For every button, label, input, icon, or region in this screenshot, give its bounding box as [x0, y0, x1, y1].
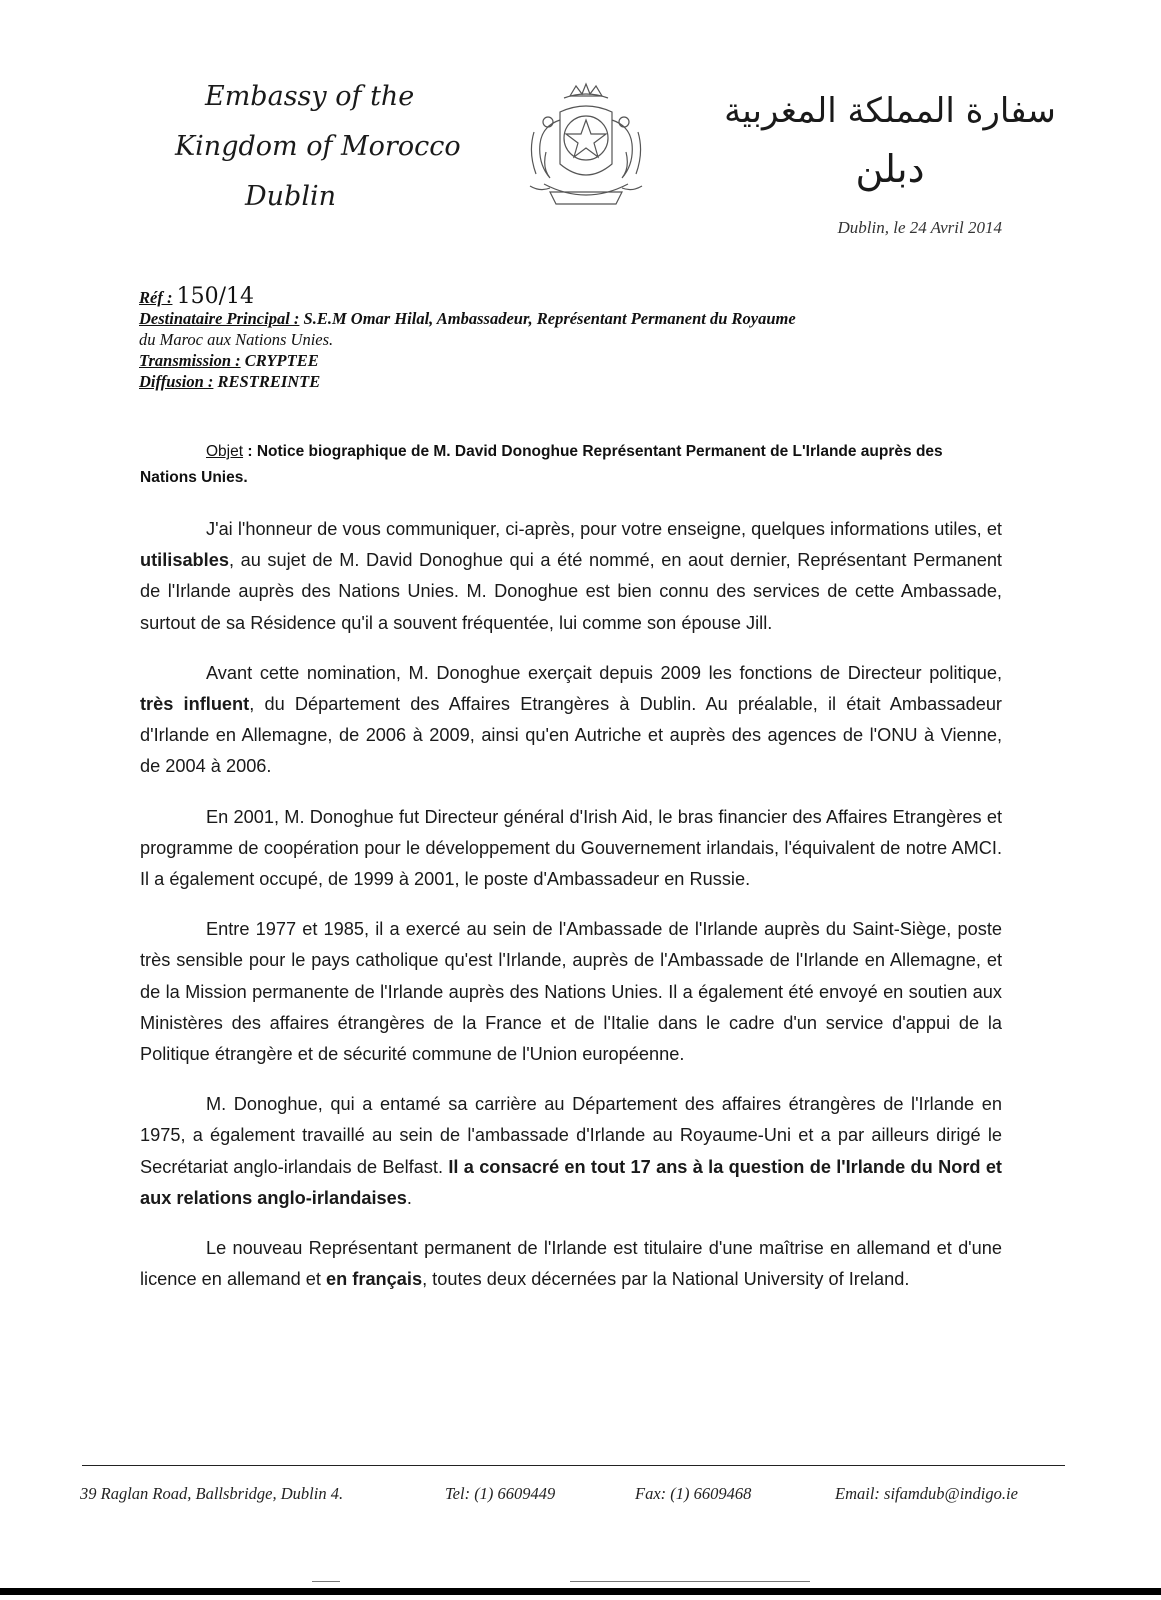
paragraph-5: [140, 1089, 1002, 1214]
embassy-name-ar-line-2: دبلن: [855, 147, 925, 191]
paragraph-2-emphasis: très influent: [140, 694, 250, 715]
diffusion-label: Diffusion :: [139, 372, 214, 391]
embassy-name-en: [175, 72, 461, 222]
footer: [80, 1484, 1070, 1508]
footer-email: Email: sifamdub@indigo.ie: [835, 1484, 1018, 1503]
paragraph-1: [140, 514, 1002, 639]
paragraph-5-text-c: .: [406, 1187, 412, 1208]
recipient-value: S.E.M Omar Hilal, Ambassadeur, Représentant Permanent du Royaume: [303, 309, 796, 328]
paragraph-2-text-c: , du Département des Affaires Etrangères à Dublin. Au préalable, il était Ambassadeur d'Irlande en Allemagne, de 2006 à 2009, ainsi qu'en Autriche et auprès des agences de l'ONU à Vienne, de 2004 à 2006.: [140, 694, 1002, 777]
paragraph-6-emphasis: en français: [326, 1269, 423, 1290]
letter-body: [140, 514, 1002, 1314]
embassy-name-line-3: Dublin: [245, 181, 336, 212]
embassy-name-ar-line-1: سفارة المملكة المغربية: [724, 91, 1056, 131]
diffusion-line: [139, 371, 1039, 392]
subject-line: [140, 439, 1002, 491]
paragraph-1-text-c: , au sujet de M. David Donoghue qui a été nommé, en aout dernier, Représentant Permanent de l'Irlande auprès des Nations Unies. M. Donoghue est bien connu des services de cette Ambassade, surtout de sa Résidence qu'il a souvent fréquentée, lui comme son épouse Jill.: [140, 550, 1002, 633]
subject-separator: :: [243, 443, 257, 460]
embassy-name-line-2: Kingdom of Morocco: [175, 131, 461, 162]
recipient-value-2: du Maroc aux Nations Unies.: [139, 330, 334, 349]
transmission-line: [139, 350, 1039, 371]
paragraph-6-text-c: , toutes deux décernées par la National University of Ireland.: [422, 1269, 910, 1290]
moroccan-coat-of-arms-icon: [520, 82, 652, 214]
reference-block: [139, 286, 1039, 392]
paragraph-6: [140, 1233, 1002, 1295]
recipient-line: [139, 308, 1039, 329]
scan-artifact: [312, 1581, 340, 1582]
letter-date: Dublin, le 24 Avril 2014: [837, 218, 1002, 237]
subject-text: Notice biographique de M. David Donoghue Représentant Permanent de L'Irlande auprès des Nations Unies.: [140, 443, 943, 486]
scan-edge-bar: [0, 1588, 1161, 1595]
recipient-line-2: [139, 329, 1039, 350]
reference-number: 150/14: [176, 284, 254, 309]
embassy-name-ar: [720, 82, 1060, 198]
paragraph-5-text-a: M. Donoghue, qui a entamé sa carrière au Département des affaires étrangères de l'Irlande en 1975, a également travaillé au sein de l'ambassade d'Irlande au Royaume-Uni et a par ailleurs dirigé le Secrétariat anglo-irlandais de Belfast.: [140, 1094, 1002, 1177]
paragraph-1-text-a: J'ai l'honneur de vous communiquer, ci-après, pour votre enseigne, quelques informations utiles, et: [206, 519, 1002, 539]
diffusion-value: RESTREINTE: [217, 372, 321, 391]
paragraph-4: Entre 1977 et 1985, il a exercé au sein de l'Ambassade de l'Irlande auprès du Saint-Siège, poste très sensible pour le pays catholique qu'est l'Irlande, auprès de l'Ambassade de l'Irlande en Allemagne, et de la Mission permanente de l'Irlande auprès des Nations Unies. Il a également été envoyé en soutien aux Ministères des affaires étrangères de la France et de l'Italie dans le cadre d'un service d'appui de la Politique étrangère et de sécurité commune de l'Union européenne.: [140, 919, 1002, 1065]
footer-tel: Tel: (1) 6609449: [445, 1484, 556, 1503]
paragraph-6-text-a: Le nouveau Représentant permanent de l'Irlande est titulaire d'une maîtrise en allemand et d'une licence en allemand et: [140, 1238, 1002, 1290]
scan-artifact: [570, 1581, 810, 1582]
embassy-name-line-1: Embassy of the: [205, 81, 415, 112]
paragraph-2: [140, 658, 1002, 783]
subject-label: Objet: [206, 443, 244, 460]
paragraph-1-emphasis: utilisables: [140, 550, 229, 571]
paragraph-2-text-a: Avant cette nomination, M. Donoghue exerçait depuis 2009 les fonctions de Directeur politique,: [206, 662, 1002, 683]
reference-label: Réf :: [139, 288, 173, 307]
footer-fax: Fax: (1) 6609468: [635, 1484, 752, 1503]
footer-divider: [82, 1465, 1065, 1466]
reference-line: [139, 286, 1039, 308]
paragraph-5-emphasis: Il a consacré en tout 17 ans à la question de l'Irlande du Nord et aux relations anglo-irlandaises: [140, 1156, 1002, 1208]
transmission-value: CRYPTEE: [244, 351, 319, 370]
recipient-label: Destinataire Principal :: [139, 309, 300, 328]
footer-address: 39 Raglan Road, Ballsbridge, Dublin 4.: [80, 1484, 344, 1503]
paragraph-3: En 2001, M. Donoghue fut Directeur général d'Irish Aid, le bras financier des Affaires Etrangères et programme de coopération pour le développement du Gouvernement irlandais, l'équivalent de notre AMCI. Il a également occupé, de 1999 à 2001, le poste d'Ambassadeur en Russie.: [140, 806, 1002, 890]
transmission-label: Transmission :: [139, 351, 241, 370]
